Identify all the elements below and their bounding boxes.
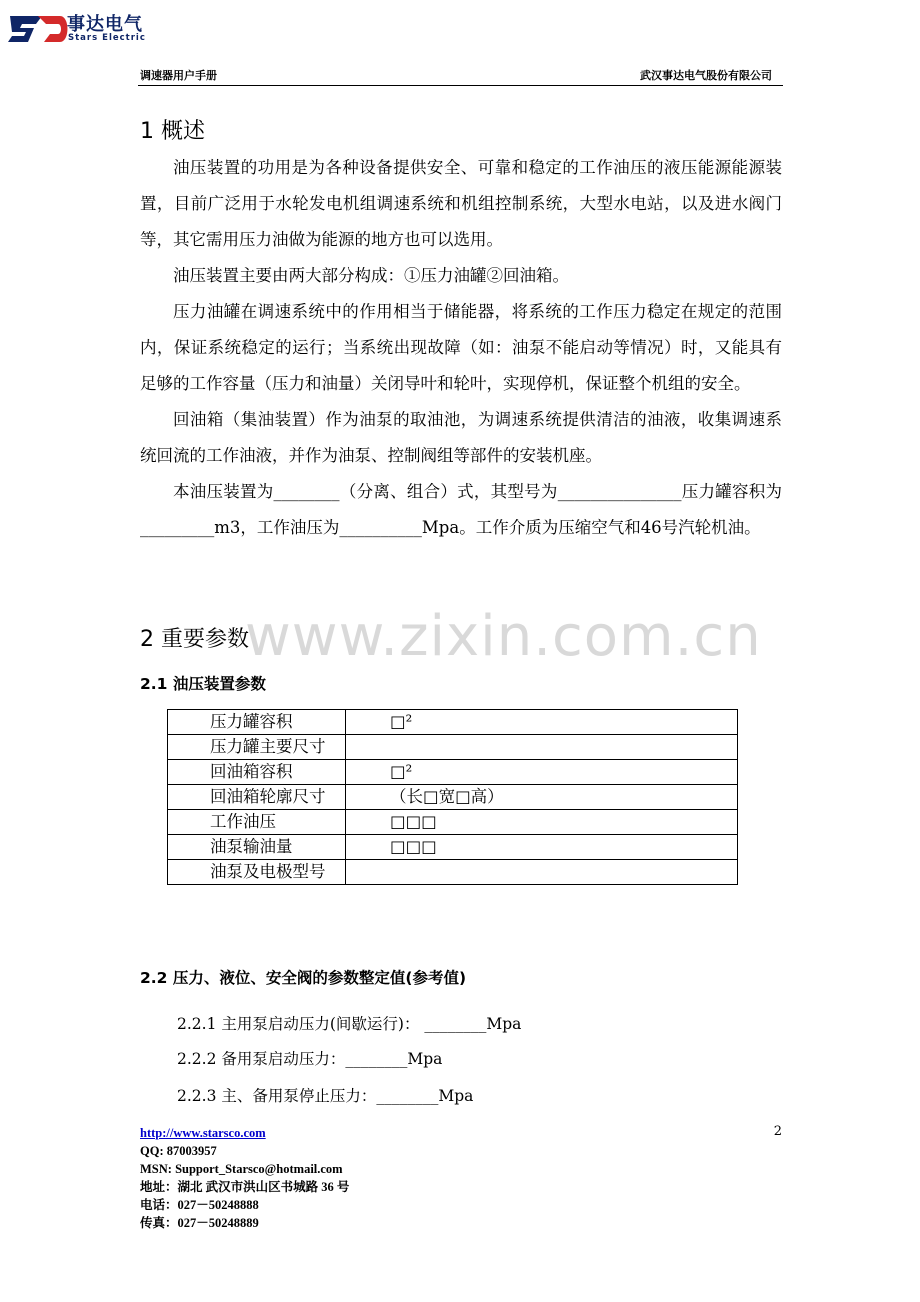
param-value: □□□ xyxy=(346,835,738,860)
table-row xyxy=(168,860,738,885)
param-label: 工作油压 xyxy=(168,810,346,835)
footer-fax: 传真：027－50248889 xyxy=(140,1216,259,1230)
subsection-2-1-heading: 2.1 油压装置参数 xyxy=(140,675,266,693)
param-value: □² xyxy=(346,710,738,735)
logo-name-en: Stars Electric xyxy=(68,33,146,43)
footer-qq: QQ: 87003957 xyxy=(140,1144,217,1158)
footer-contact xyxy=(140,1124,349,1232)
setting-item: 2.2.2 备用泵启动压力：________Mpa xyxy=(177,1050,443,1068)
param-value xyxy=(346,860,738,885)
section-1-heading: 1 概述 xyxy=(140,119,205,144)
watermark: www.zixin.com.cn xyxy=(245,604,762,669)
subsection-2-2-heading: 2.2 压力、液位、安全阀的参数整定值(参考值) xyxy=(140,969,467,987)
param-label: 回油箱容积 xyxy=(168,760,346,785)
setting-item: 2.2.3 主、备用泵停止压力：________Mpa xyxy=(177,1087,474,1105)
param-label: 回油箱轮廓尺寸 xyxy=(168,785,346,810)
footer-phone: 电话：027－50248888 xyxy=(140,1198,259,1212)
table-row xyxy=(168,760,738,785)
param-value: □□□ xyxy=(346,810,738,835)
param-label: 压力罐容积 xyxy=(168,710,346,735)
param-value xyxy=(346,735,738,760)
param-label: 压力罐主要尺寸 xyxy=(168,735,346,760)
paragraph: 本油压装置为________（分离、组合）式，其型号为_______________压力罐容积为_________m3，工作油压为__________Mpa。工作介质为压缩空气和46号汽轮机油。 xyxy=(140,482,782,537)
paragraph: 油压装置的功用是为各种设备提供安全、可靠和稳定的工作油压的液压能源能源装置，目前广泛用于水轮发电机组调速系统和机组控制系统，大型水电站，以及进水阀门等，其它需用压力油做为能源的地方也可以选用。 xyxy=(140,158,782,249)
header-manual-title: 调速器用户手册 xyxy=(140,69,217,82)
paragraph: 回油箱（集油装置）作为油泵的取油池，为调速系统提供清洁的油液，收集调速系统回流的工作油液，并作为油泵、控制阀组等部件的安装机座。 xyxy=(140,410,782,465)
param-label: 油泵输油量 xyxy=(168,835,346,860)
oil-unit-parameter-table xyxy=(167,709,738,885)
header-divider xyxy=(138,85,783,86)
setting-item: 2.2.1 主用泵启动压力(间歇运行)： ________Mpa xyxy=(177,1015,522,1033)
section-2-heading: 2 重要参数 xyxy=(140,627,249,652)
page-number: 2 xyxy=(773,1124,782,1139)
table-row xyxy=(168,735,738,760)
table-row xyxy=(168,810,738,835)
param-value: （长□宽□高） xyxy=(346,785,738,810)
param-label: 油泵及电极型号 xyxy=(168,860,346,885)
header-company-name: 武汉事达电气股份有限公司 xyxy=(640,69,772,82)
footer-msn: MSN: Support_Starsco@hotmail.com xyxy=(140,1162,343,1176)
table-row xyxy=(168,785,738,810)
footer-address: 地址：湖北 武汉市洪山区书城路 36 号 xyxy=(140,1180,350,1194)
table-row xyxy=(168,835,738,860)
logo-name-zh: 事达电气 xyxy=(67,14,143,35)
paragraph: 压力油罐在调速系统中的作用相当于储能器，将系统的工作压力稳定在规定的范围内，保证系统稳定的运行；当系统出现故障（如：油泵不能启动等情况）时，又能具有足够的工作容量（压力和油量）关闭导叶和轮叶，实现停机，保证整个机组的安全。 xyxy=(140,302,782,393)
paragraph: 油压装置主要由两大部分构成：①压力油罐②回油箱。 xyxy=(173,266,569,285)
table-row xyxy=(168,710,738,735)
section-1-body xyxy=(140,150,782,546)
website-link[interactable]: http://www.starsco.com xyxy=(140,1126,266,1140)
param-value: □² xyxy=(346,760,738,785)
